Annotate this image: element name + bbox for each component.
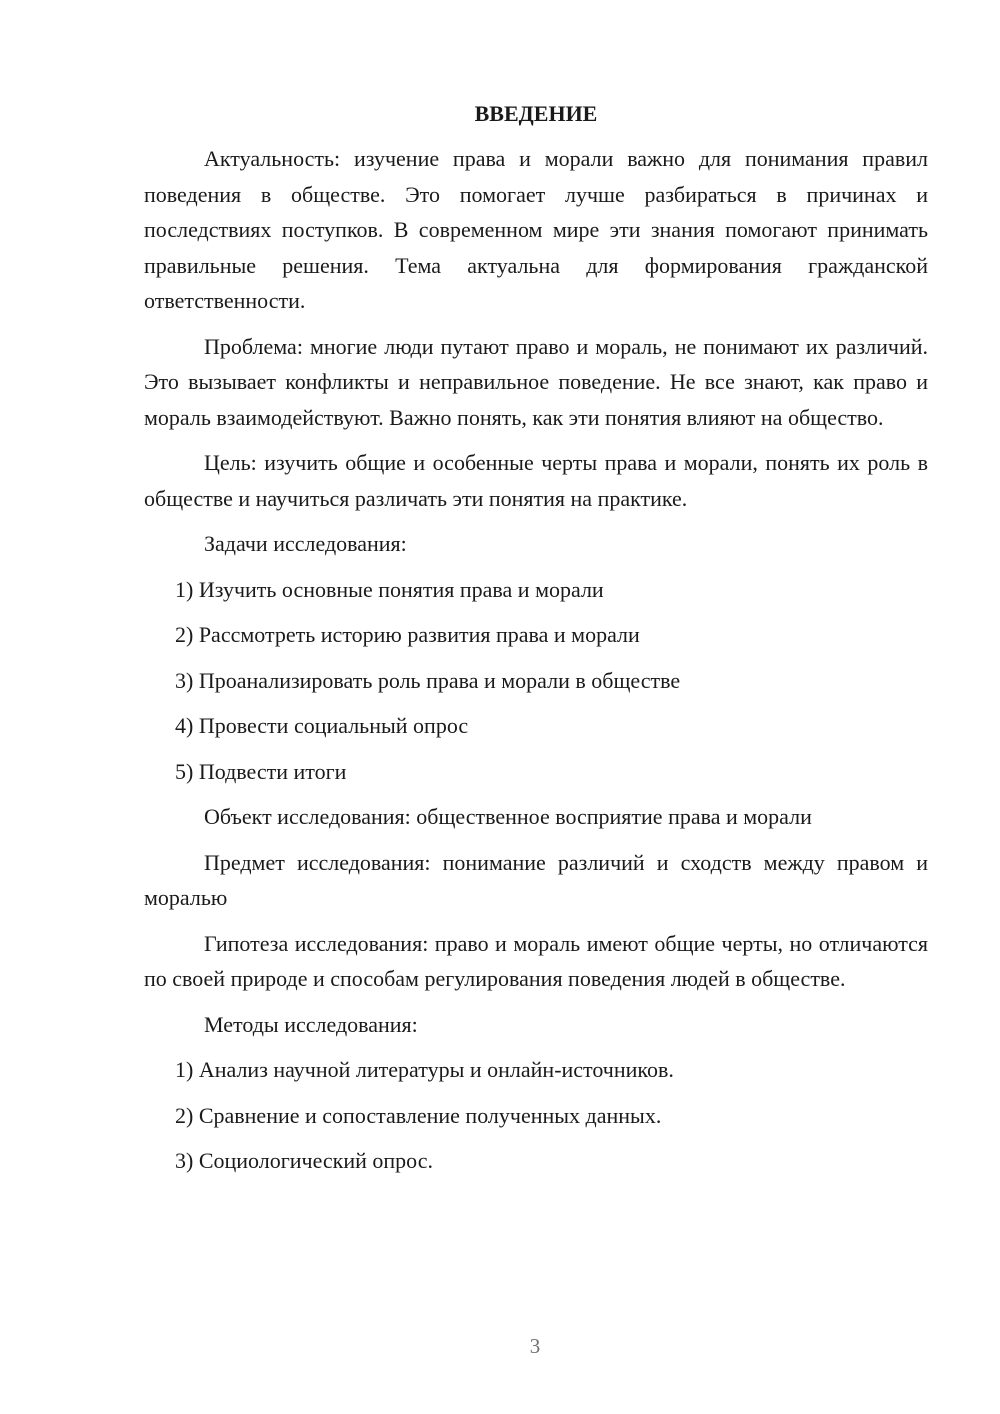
page-number: 3: [529, 1334, 541, 1358]
method-item: 1) Анализ научной литературы и онлайн-источников.: [175, 1057, 674, 1082]
tasks-heading: Задачи исследования:: [204, 531, 407, 556]
method-item: 2) Сравнение и сопоставление полученных данных.: [175, 1102, 662, 1128]
methods-heading: Методы исследования:: [204, 1011, 418, 1037]
document-page: [144, 96, 928, 1189]
method-item: 3) Социологический опрос.: [175, 1148, 433, 1173]
hypothesis-paragraph: Гипотеза исследования: право и мораль имеют общие черты, но отличаются по своей природе и способам регулирования поведения людей в обществе.: [144, 930, 928, 991]
relevance-paragraph: Актуальность: изучение права и морали важно для понимания правил поведения в обществе. Это помогает лучше разбираться в причинах и последствиях поступков. В современном мире эти знания помогают принимать правильные решения. Тема актуальна для формирования гражданской ответственности.: [144, 146, 928, 313]
object-paragraph: Объект исследования: общественное восприятие права и морали: [204, 804, 812, 829]
subject-paragraph: Предмет исследования: понимание различий и сходств между правом и моралью: [144, 849, 928, 910]
goal-paragraph: Цель: изучить общие и особенные черты права и морали, понять их роль в обществе и научиться различать эти понятия на практике.: [144, 450, 928, 511]
task-item: 2) Рассмотреть историю развития права и морали: [175, 622, 640, 647]
tasks-list: [144, 572, 928, 790]
task-item: 1) Изучить основные понятия права и морали: [175, 576, 604, 602]
methods-list: [144, 1052, 928, 1179]
task-item: 3) Проанализировать роль права и морали в обществе: [175, 667, 681, 693]
task-item: 5) Подвести итоги: [175, 758, 347, 784]
section-title: ВВЕДЕНИЕ: [474, 101, 598, 126]
problem-paragraph: Проблема: многие люди путают право и мораль, не понимают их различий. Это вызывает конфликты и неправильное поведение. Не все знают, как право и мораль взаимодействуют. Важно понять, как эти понятия влияют на общество.: [144, 333, 928, 430]
task-item: 4) Провести социальный опрос: [175, 713, 469, 738]
